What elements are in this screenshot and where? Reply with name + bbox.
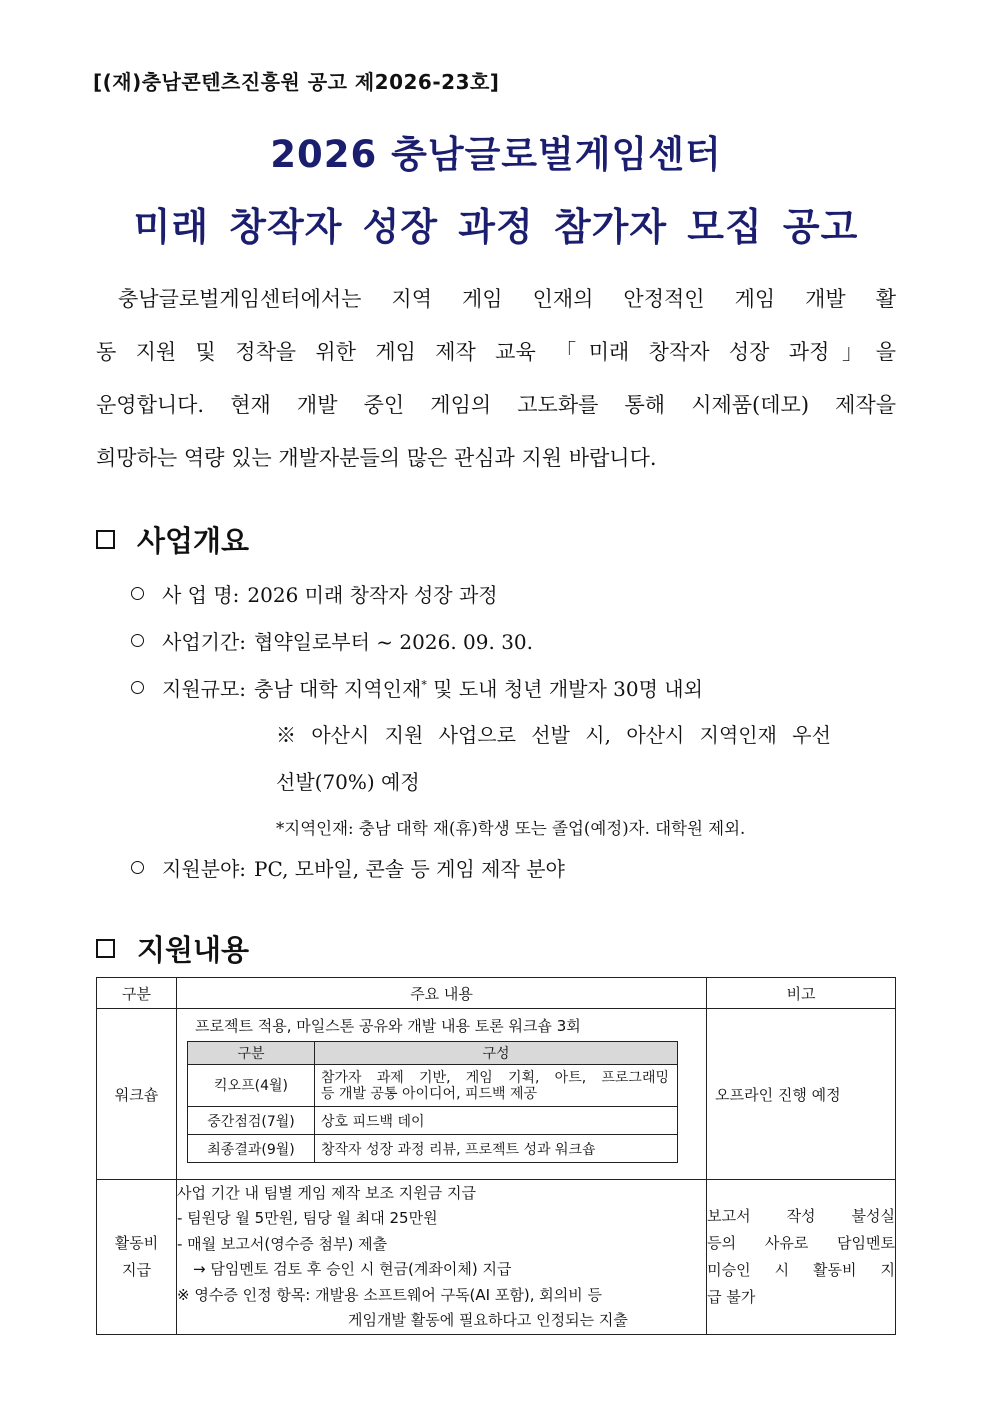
- activity-line: ※ 영수증 인정 항목: 개발용 소프트웨어 구독(AI 포함), 회의비 등: [177, 1285, 602, 1304]
- inner-content: 창작자 성장 과정 리뷰, 프로젝트 성과 워크숍: [315, 1135, 678, 1163]
- footnote: *지역인재: 충남 대학 재(휴)학생 또는 졸업(예정)자. 대학원 제외.: [276, 819, 746, 838]
- table-header-row: [97, 978, 896, 1009]
- item-value: [254, 673, 703, 702]
- activity-category-line: 지급: [122, 1261, 151, 1279]
- activity-category-line: 활동비: [114, 1234, 159, 1252]
- footnote-marker: *: [421, 678, 427, 692]
- activity-line: - 팀원당 월 5만원, 팀당 월 최대 25만원: [177, 1209, 438, 1227]
- table-row-activity: [97, 1180, 896, 1335]
- table-header-content: 주요 내용: [177, 978, 707, 1009]
- section-heading-overview: [96, 519, 249, 560]
- section-heading-text: 지원내용: [137, 933, 250, 967]
- workshop-category: 워크숍: [97, 1009, 177, 1180]
- inner-header-composition: 구성: [315, 1042, 678, 1065]
- activity-content: [177, 1180, 707, 1335]
- note-text: ※ 아산시 지원 사업으로 선발 시, 아산시 지역인재 우선: [276, 723, 831, 747]
- circle-bullet-icon: [131, 634, 144, 647]
- page-title-line2: 미래 창작자 성장 과정 참가자 모집 공고: [133, 205, 859, 249]
- inner-content: [315, 1065, 678, 1107]
- intro-line: 동 지원 및 정착을 위한 게임 제작 교육 「미래 창작자 성장 과정」을: [96, 340, 896, 364]
- inner-row: [188, 1135, 678, 1163]
- remark-line: 보고서 작성 불성실: [707, 1207, 895, 1225]
- item-label: 사업기간:: [162, 630, 247, 654]
- overview-item-name: [131, 579, 498, 608]
- item-value: PC, 모바일, 콘솔 등 게임 제작 분야: [254, 857, 565, 881]
- support-table: [96, 977, 896, 1335]
- inner-row: [188, 1107, 678, 1135]
- page-title-line1: 2026 충남글로벌게임센터: [270, 133, 722, 176]
- remark-line: 등의 사유로 담임멘토: [707, 1234, 895, 1252]
- table-header-category: 구분: [97, 978, 177, 1009]
- item-value-post: 및 도내 청년 개발자 30명 내외: [426, 677, 703, 701]
- activity-category: [97, 1180, 177, 1335]
- remark-line: 급 불가: [707, 1288, 756, 1306]
- square-checkbox-icon: [96, 939, 115, 958]
- section-heading-support: [96, 928, 249, 969]
- item-value: 2026 미래 창작자 성장 과정: [247, 583, 498, 607]
- item-value: 협약일로부터 ~ 2026. 09. 30.: [254, 630, 534, 654]
- overview-item-scale: [131, 673, 703, 702]
- activity-line: 사업 기간 내 팀별 게임 제작 보조 지원금 지급: [177, 1183, 476, 1202]
- circle-bullet-icon: [131, 587, 144, 600]
- item-label: 지원규모:: [162, 677, 247, 701]
- inner-phase: 킥오프(4월): [188, 1065, 315, 1107]
- inner-phase: 중간점검(7월): [188, 1107, 315, 1135]
- item-label: 지원분야:: [162, 857, 247, 881]
- inner-phase: 최종결과(9월): [188, 1135, 315, 1163]
- item-label: 사 업 명:: [162, 583, 240, 607]
- overview-item-period: [131, 626, 533, 655]
- intro-line: 희망하는 역량 있는 개발자분들의 많은 관심과 지원 바랍니다.: [96, 446, 657, 470]
- activity-line: - 매월 보고서(영수증 첨부) 제출: [177, 1234, 388, 1253]
- item-value-pre: 충남 대학 지역인재: [254, 677, 422, 701]
- workshop-remark: 오프라인 진행 예정: [707, 1009, 896, 1180]
- circle-bullet-icon: [131, 861, 144, 874]
- workshop-content: [177, 1009, 707, 1180]
- overview-item-field: [131, 853, 565, 882]
- inner-content-line: 참가자 과제 기반, 게임 기획, 아트, 프로그래밍: [321, 1069, 669, 1086]
- intro-line: 운영합니다. 현재 개발 중인 게임의 고도화를 통해 시제품(데모) 제작을: [96, 393, 896, 417]
- inner-header-row: [188, 1042, 678, 1065]
- section-heading-text: 사업개요: [137, 524, 250, 558]
- asan-note-line2: 선발(70%) 예정: [276, 770, 420, 794]
- inner-content-line: 등 개발 공통 아이디어, 피드백 제공: [321, 1085, 538, 1102]
- inner-row: [188, 1065, 678, 1107]
- circle-bullet-icon: [131, 681, 144, 694]
- table-row-workshop: [97, 1009, 896, 1180]
- square-checkbox-icon: [96, 530, 115, 549]
- notice-number: [(재)충남콘텐츠진흥원 공고 제2026-23호]: [93, 70, 500, 94]
- activity-remark: [707, 1180, 896, 1335]
- intro-line: 충남글로벌게임센터에서는 지역 게임 인재의 안정적인 게임 개발 활: [118, 287, 896, 311]
- workshop-lead: 프로젝트 적용, 마일스톤 공유와 개발 내용 토론 워크숍 3회: [195, 1017, 581, 1035]
- inner-content: 상호 피드백 데이: [315, 1107, 678, 1135]
- remark-line: 미승인 시 활동비 지: [707, 1261, 895, 1279]
- activity-line: → 담임멘토 검토 후 승인 시 현금(계좌이체) 지급: [193, 1260, 512, 1278]
- workshop-schedule-table: [187, 1041, 678, 1163]
- asan-note-line1: [276, 719, 896, 748]
- intro-paragraph: [96, 273, 896, 485]
- table-header-remark: 비고: [707, 978, 896, 1009]
- activity-line: 게임개발 활동에 필요하다고 인정되는 지출: [348, 1311, 628, 1329]
- inner-header-phase: 구분: [188, 1042, 315, 1065]
